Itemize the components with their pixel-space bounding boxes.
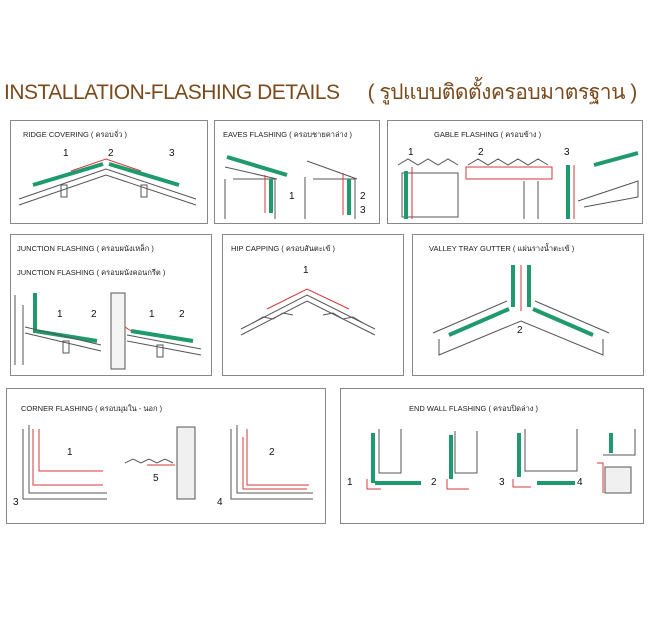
callout-1: 1 [63,148,69,159]
panel-label: VALLEY TRAY GUTTER ( แผ่นรางน้ำตะเข้ ) [429,244,575,253]
valley-drawing [413,235,643,375]
panel-corner-flashing [6,388,326,524]
callout-3: 3 [564,147,570,158]
callout-2: 2 [478,147,484,158]
panel-eaves-flashing [214,120,380,224]
callout-1: 1 [289,191,295,202]
callout-2: 2 [431,477,437,488]
callout-2: 2 [108,148,114,159]
callout-1: 1 [347,477,353,488]
panel-label: JUNCTION FLASHING ( ครอบผนังเหล็ก ) [17,244,154,253]
callout-1b: 1 [149,309,155,320]
panel-label: END WALL FLASHING ( ครอบปิดล่าง ) [409,404,539,413]
panel-hip-capping [222,234,404,376]
panel-label-secondary: JUNCTION FLASHING ( ครอบผนังคอนกรีต ) [17,268,166,277]
panel-label: EAVES FLASHING ( ครอบชายคาล่าง ) [223,130,352,139]
callout-5: 5 [153,473,159,484]
junction-drawing [11,235,211,375]
panel-end-wall-flashing [340,388,644,524]
callout-3: 3 [169,148,175,159]
gable-drawing [388,121,642,223]
panel-label: GABLE FLASHING ( ครอบข้าง ) [434,130,542,139]
hip-drawing [223,235,403,375]
panel-label: RIDGE COVERING ( ครอบจั่ว ) [23,130,128,139]
panel-junction-flashing [10,234,212,376]
panel-gable-flashing [387,120,643,224]
callout-3: 3 [13,497,19,508]
callout-4: 4 [577,477,583,488]
callout-3: 3 [360,205,366,216]
callout-2: 2 [517,325,523,336]
callout-1: 1 [67,447,73,458]
panel-label: CORNER FLASHING ( ครอบมุมใน - นอก ) [21,404,163,413]
corner-drawing [7,389,325,523]
panel-label: HIP CAPPING ( ครอบสันตะเข้ ) [231,244,336,253]
callout-2: 2 [269,447,275,458]
callout-1: 1 [408,147,414,158]
panel-ridge-covering [10,120,208,224]
callout-2b: 2 [179,309,185,320]
callout-2: 2 [360,191,366,202]
page-title [4,76,637,109]
end-wall-drawing [341,389,643,523]
callout-2: 2 [91,309,97,320]
panel-valley-tray-gutter [412,234,644,376]
callout-4: 4 [217,497,223,508]
title-thai: ( รูปแบบติดตั้งครอบมาตรฐาน ) [367,81,637,104]
callout-1: 1 [57,309,63,320]
callout-3: 3 [499,477,505,488]
eaves-drawing [215,121,379,223]
callout-1: 1 [303,265,309,276]
ridge-drawing [11,121,207,223]
title-english: INSTALLATION-FLASHING DETAILS [4,81,340,104]
